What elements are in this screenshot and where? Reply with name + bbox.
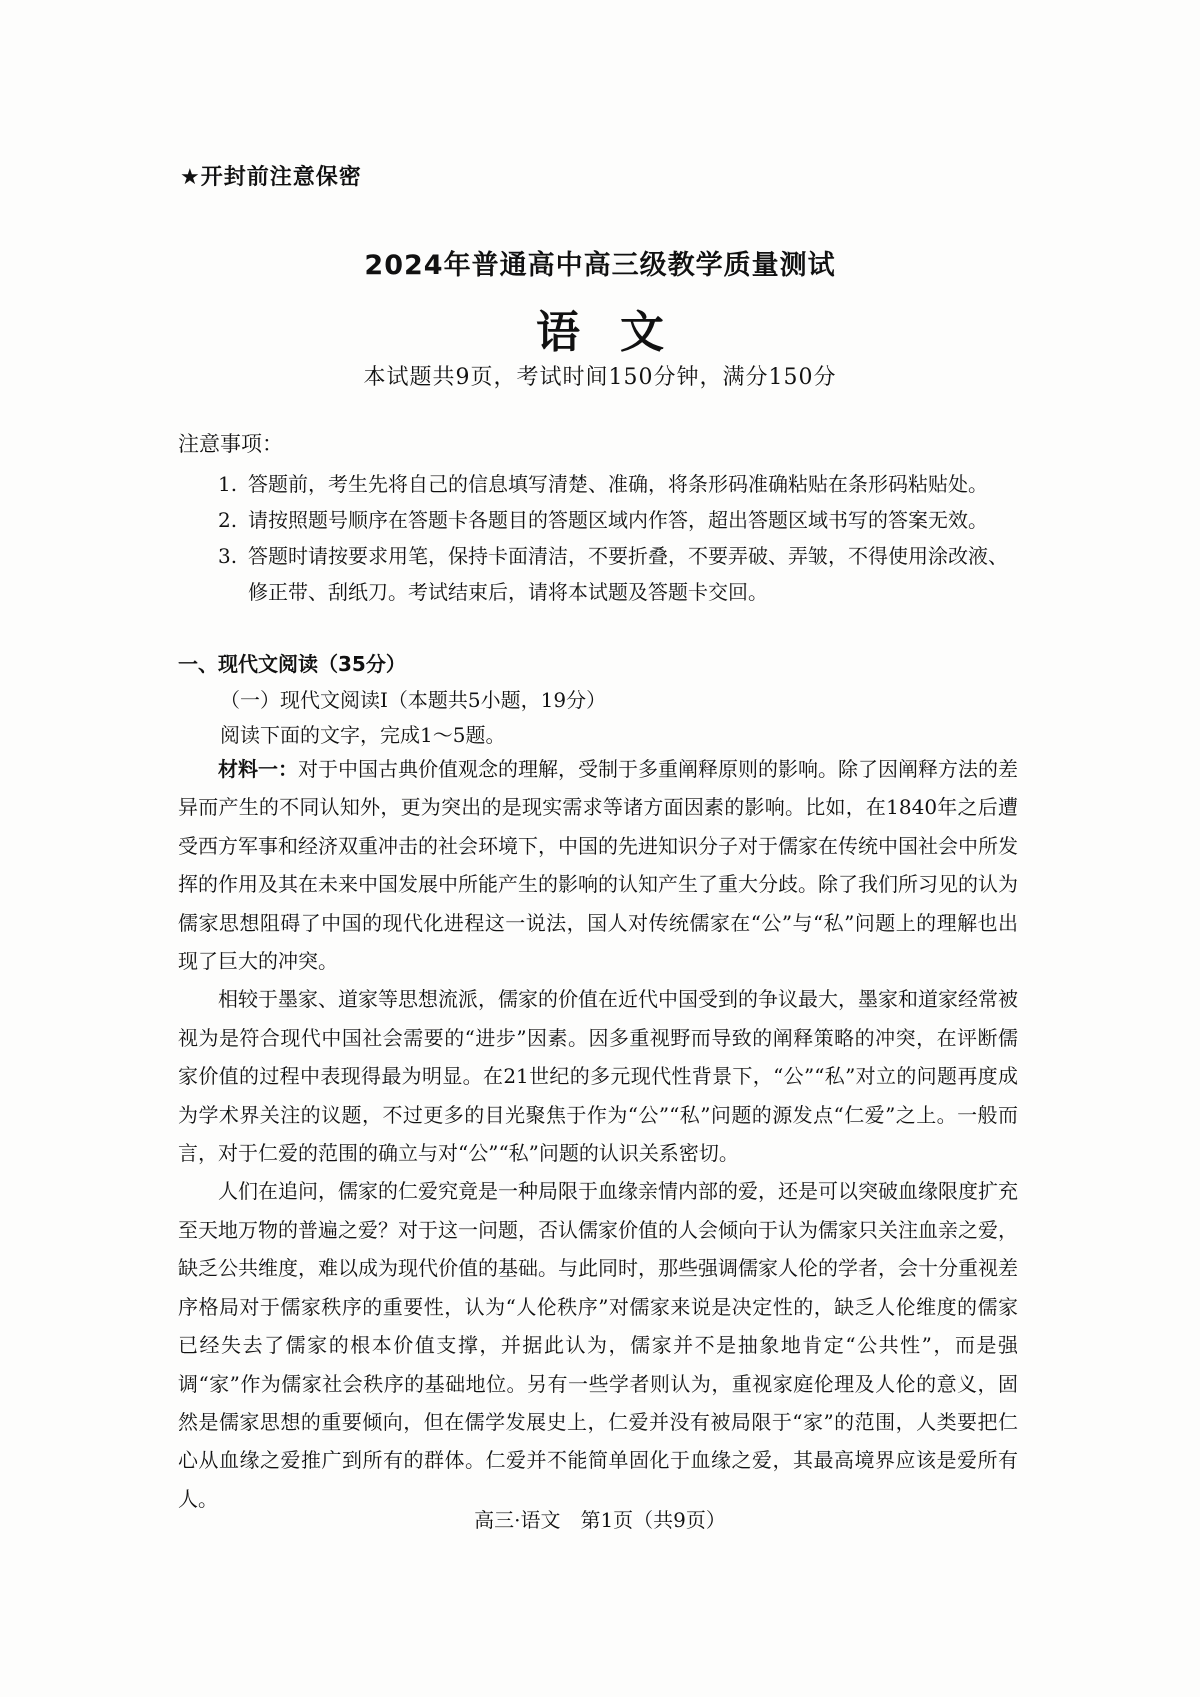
notice-number: 1. <box>218 472 238 496</box>
notice-text: 答题前，考生先将自己的信息填写清楚、准确，将条形码准确粘贴在条形码粘贴处。 <box>248 472 988 496</box>
exam-info: 本试题共9页，考试时间150分钟，满分150分 <box>363 365 837 390</box>
notice-item <box>218 538 1018 610</box>
reading-instruction: 阅读下面的文字，完成1～5题。 <box>220 723 506 747</box>
material-label: 材料一： <box>218 757 298 781</box>
confidential-notice: ★开封前注意保密 <box>180 165 362 190</box>
notice-list <box>218 466 1018 610</box>
notice-heading: 注意事项： <box>178 432 283 456</box>
passage-paragraph: 相较于墨家、道家等思想流派，儒家的价值在近代中国受到的争议最大，墨家和道家经常被视为是符合现代中国社会需要的“进步”因素。因多重视野而导致的阐释策略的冲突，在评断儒家价值的过程中表现得最为明显。在21世纪的多元现代性背景下，“公”“私”对立的问题再度成为学术界关注的议题，不过更多的目光聚焦于作为“公”“私”问题的源发点“仁爱”之上。一般而言，对于仁爱的范围的确立与对“公”“私”问题的认识关系密切。 <box>178 987 1018 1166</box>
notice-text: 答题时请按要求用笔，保持卡面清洁，不要折叠，不要弄破、弄皱，不得使用涂改液、修正带、刮纸刀。考试结束后，请将本试题及答题卡交回。 <box>248 544 1008 604</box>
passage-paragraph: 人们在追问，儒家的仁爱究竟是一种局限于血缘亲情内部的爱，还是可以突破血缘限度扩充至天地万物的普遍之爱？对于这一问题，否认儒家价值的人会倾向于认为儒家只关注血亲之爱，缺乏公共维度，难以成为现代价值的基础。与此同时，那些强调儒家人伦的学者，会十分重视差序格局对于儒家秩序的重要性，认为“人伦秩序”对儒家来说是决定性的，缺乏人伦维度的儒家已经失去了儒家的根本价值支撑，并据此认为，儒家并不是抽象地肯定“公共性”，而是强调“家”作为儒家社会秩序的基础地位。另有一些学者则认为，重视家庭伦理及人伦的意义，固然是儒家思想的重要倾向，但在儒学发展史上，仁爱并没有被局限于“家”的范围，人类要把仁心从血缘之爱推广到所有的群体。仁爱并不能简单固化于血缘之爱，其最高境界应该是爱所有人。 <box>178 1179 1018 1511</box>
notice-text: 请按照题号顺序在答题卡各题目的答题区域内作答，超出答题区域书写的答案无效。 <box>248 508 988 532</box>
notice-number: 2. <box>218 508 238 532</box>
section-heading: 一、现代文阅读（35分） <box>178 652 406 676</box>
reading-passage <box>178 750 1018 1518</box>
subsection-heading: （一）现代文阅读Ⅰ（本题共5小题，19分） <box>220 688 607 712</box>
subject-title: 语文 <box>536 307 704 358</box>
notice-number: 3. <box>218 544 238 568</box>
page-footer: 高三·语文 第1页（共9页） <box>474 1508 726 1532</box>
notice-item <box>218 502 1018 538</box>
notice-item <box>218 466 1018 502</box>
paragraph-text: 对于中国古典价值观念的理解，受制于多重阐释原则的影响。除了因阐释方法的差异而产生的不同认知外，更为突出的是现实需求等诸方面因素的影响。比如，在1840年之后遭受西方军事和经济双重冲击的社会环境下，中国的先进知识分子对于儒家在传统中国社会中所发挥的作用及其在未来中国发展中所能产生的影响的认知产生了重大分歧。除了我们所习见的认为儒家思想阻碍了中国的现代化进程这一说法，国人对传统儒家在“公”与“私”问题上的理解也出现了巨大的冲突。 <box>178 757 1018 974</box>
passage-paragraph <box>178 750 1018 980</box>
exam-title: 2024年普通高中高三级教学质量测试 <box>364 250 836 281</box>
